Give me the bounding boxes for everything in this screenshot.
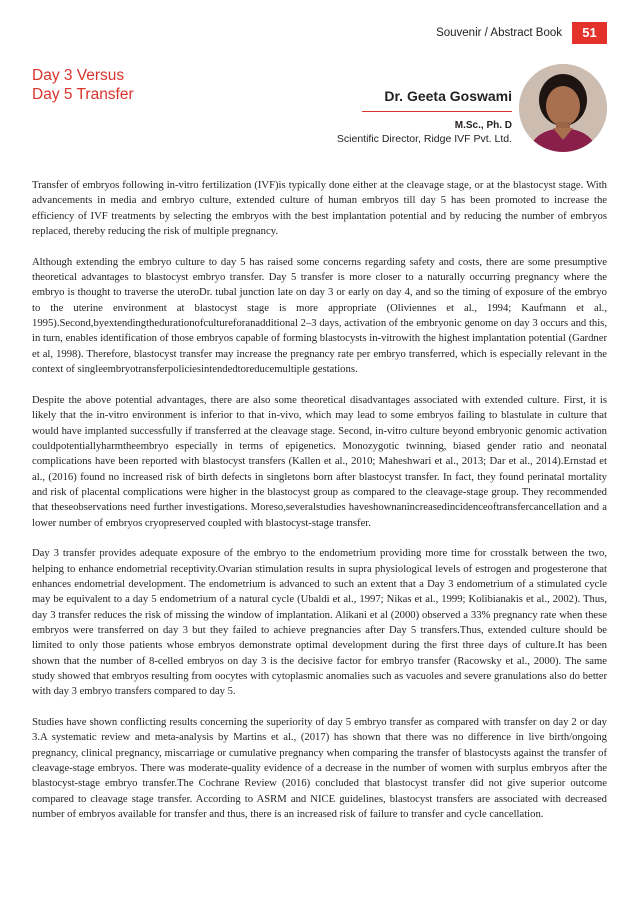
page-number-badge: 51 [572, 22, 607, 44]
article-body [32, 178, 607, 838]
body-paragraph-5: Studies have shown conflicting results concerning the superiority of day 5 embryo transfer as compared with transfer on day 2 or day 3.A systematic review and meta-analysis by Martins et al., (2017) has shown that there was no difference in live birth/ongoing pregnancy, clinical pregnancy, miscarriage or cumulative pregnancy when comparing the transfer of blastocysts against the transfer of cleavage-stage embryos. There was moderate-quality evidence of a decrease in the number of women with surplus embryos after the blastocyst-stage embryo transfer.The Cochrane Review (2016) concluded that blastocyst transfer did not give superior outcome compared to cleavage stage transfer. According to ASRM and NICE guidelines, blastocyst transfers are associated with decreased number of embryos available for transfer and thus, there is an increased risk of failure to transfer and cycle cancellation. [32, 717, 607, 821]
running-title: Souvenir / Abstract Book [436, 27, 562, 39]
author-role: Scientific Director, Ridge IVF Pvt. Ltd. [336, 133, 512, 145]
author-block [337, 88, 512, 145]
article-title-line-1: Day 3 Versus [32, 67, 125, 84]
body-paragraph-4: Day 3 transfer provides adequate exposure of the embryo to the endometrium providing more time for crosstalk between the two, helping to enhance endometrial receptivity.Ovarian stimulation results in supra physiological levels of estrogen and progesterone that enhances endometrial development. The endometrium is advanced to such an extent that a Day 3 endometrium of a stimulated cycle may be equivalent to a day 5 endometrium of a natural cycle (Ubaldi et al., 1997; Nikas et al., 1999; Kolibianakis et al., 2002). Thus, day 3 transfer reduces the risk of missing the window of implantation. Alikani et al (2000) observed a 33% pregnancy rate when these embryos were transferred on day 3 but they failed to achieve pregnancies after Day 5 transfers.Thus, extended culture should be limited to only those patients whose embryos demonstrate optimal development during the first three days of culture.It has been shown that the number of 8-celled embryos on day 3 is the decisive factor for embryo transfer (Racowsky et al., 2000). The same study showed that embryos resulting from oocytes with cytoplasmic anomalies such as vacuoles and severe granulations also do better with day 3 embryo transfers compared to day 5. [32, 548, 607, 698]
body-paragraph-2: Although extending the embryo culture to day 5 has raised some concerns regarding safety and costs, there are some presumptive theoretical advantages to blastocyst embryo transfer. Day 5 transfer is more closer to a naturally occurring pregnancy where the embryo is thought to traverse the uteroDr. tubal junction late on day 3 or early on day 4, and so the timing of exposure of the embryo to the uterine environment at blastocyst stage is more appropriate (Oliviennes et al., 1994; Kaufmann et al., 1995).Second,byextendingthedurationofcultureforanadditional 2–3 days, activation of the embryonic genome on day 3 occurs and this, in turn, enables identification of those embryos capable of forming blastocysts in-vitrowith the highest implantation potential (Gardner et al, 1998). Therefore, blastocyst transfer may increase the pregnancy rate per embryo transferred, which is especially relevant in the context of singleembryotransferpoliciesintendedtoreducemultiple gestations. [32, 256, 607, 376]
body-paragraph-1: Transfer of embryos following in-vitro fertilization (IVF)is typically done either at the cleavage stage, or at the blastocyst stage. With advancements in media and embryo culture, extended culture of human embryos till day 5 has been promoted to increase the efficiency of IVF treatments by selecting the embryos with the best implantation potential and by reducing the number of embryos replaced, thereby reducing the risk of multiple pregnancy. [32, 180, 607, 238]
author-name: Dr. Geeta Goswami [384, 88, 512, 104]
author-degree: M.Sc., Ph. D [454, 120, 512, 131]
author-divider [362, 111, 512, 112]
page-header [436, 22, 607, 44]
author-photo [519, 64, 607, 152]
body-paragraph-3: Despite the above potential advantages, there are also some theoretical disadvantages associated with extended culture. First, it is likely that the in-vitro environment is inferior to that in-vivo, which may lead to some embryos failing to blastulate in culture that would have implanted successfully if transferred at the cleavage stage. Second, in-vitro culture beyond embryonic genomic activation couldpotentiallyharmtheembryo especially in terms of epigenetics. Monozygotic twinning, biased gender ratio and neonatal complications have been reported with blastocyst transfers (Kallen et al., 2010; Maheshwari et al., 2013; Dar et al., 2014).Ernstad et al., (2016) found no increased risk of birth defects in singletons born after blastocyst transfer. In fact, they found perinatal mortality and risk of placental complications were higher in the blastocyst group as compared to the cleavage-stage group. They recommended that theseobservations need further investigations. Moreso,severalstudies haveshownanincreasedincidenceoftransfercancellation and a lower number of embryos cryopreserved coupled with blastocyst-stage transfer. [32, 394, 607, 529]
article-title-line-2: Day 5 Transfer [32, 86, 134, 103]
author-portrait-icon [519, 64, 607, 152]
article-title [32, 66, 134, 104]
